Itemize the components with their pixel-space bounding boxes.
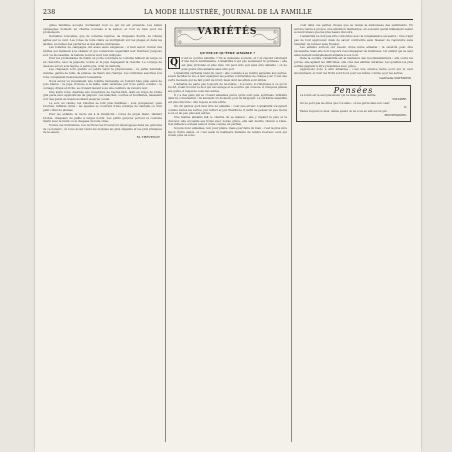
quote-text: La bonté est le seul placement qui ne fasse jamais faillite. [300,94,377,98]
paragraph: L'amabilité véritable vient du cœur ; elle consiste à se rendre agréable aux autres, à leur faciliter la vie, à leur épargner les petites contrariétés de chaque jour. C'est une vertu modeste qui ne fait point de bruit, mais dont les effets sont infinis. [168,70,287,82]
dropcap-letter: Q [168,57,180,69]
pensees-box [296,85,411,123]
quote-text: Faites toujours le bien, même quand on ne vous en sait aucun gré. [300,110,388,114]
section-banner-title: VARIÉTÉS [197,27,258,37]
quote-author: D. [404,105,407,109]
paragraph: u'est-ce qu'être aimable ? On le demande souvent, et l'on répond rarement d'une façon satisfaisante. L'amabilité n'est pas seulement la politesse ; elle est plus profonde et plus rare. On peut être poli sans être aimable ; on ne peut guère être aimable sans être poli. [181,55,287,71]
paragraph: Une femme aimable fait le charme de sa maison ; elle y répand la paix et la douceur, elle accueille ses hôtes avec bonne grâce, elle sait mettre chacun à l'aise. Son influence s'étend autour d'elle comme un parfum. [168,114,287,127]
paragraph: Les toilettes de campagne ont aussi leurs exigences ; il faut savoir choisir des étoffes qui résistent à la chaleur et qui conservent cependant leur fraîcheur jusqu'au soir. La mousseline, la batiste, le linon sont tout indiqués. [43,45,162,57]
paragraph: Apprenons donc à être aimables ; c'est une science facile pour qui le veut sincèrement, et dont les fruits sont doux pour soi-même comme pour les autres. [294,67,413,76]
paragraph: L'aimable ne parle pas toujours de lui-même ; il écoute, il s'intéresse à ce qu'on lui dit, il sait trouver le mot qui encourage et le sourire qui console. Il n'impose jamais ses goûts, il respecte ceux des autres. [168,81,287,94]
page-header [43,9,413,18]
paragraph: On dit parfois qu'il faut être né aimable ; c'est une erreur. L'amabilité s'acquiert comme toutes les vertus, par l'effort et par l'habitude. Il suffit de penser un peu moins à soi et un peu plus aux autres. [168,103,287,116]
author-signature: M. THÉVENOT [136,135,160,140]
column-1 [43,24,162,442]
newspaper-page [35,0,421,452]
article-subhead: QU'EST-CE QU'ÊTRE AIMABLE ? [200,51,255,55]
column-divider-2 [291,24,292,442]
paragraph: Le soir, au casino, les toilettes se font plus habillées : soie pompadour, gaze brochée, taffetas chiné ; les épaules se couvrent d'une écharpe de dentelle ou d'un petit collet de plumes. [43,100,162,113]
paragraph: Pour les enfants, la mode est à la simplicité ; robes de piqué blanc, tabliers brodés, chapeaux de paille à larges bords. Les petits garçons portent le costume marin avec le béret ou le chapeau de toile cirée. [43,111,162,124]
paragraph: grâce féminine accepte docilement tout ce qui lui est présenté. Les belles campagnes donnent un charme nouveau à la saison, et tout va bien pour les promeneurs. [43,24,162,35]
paragraph: Une autre robe, destinée aux réceptions de l'après-midi, était en crêpe de Chine gris perle avec applications de guipure ; les manches, courtes et bouffantes, laissaient voir des gants de Suède montant jusqu'au coude. [43,89,162,102]
paragraph: Toutes ces indications, nos lectrices les trouveront développées dans les gravures de ce numéro, où nous avons réuni les modèles les plus élégants et les plus pratiques de la saison. [43,122,162,135]
column-2 [168,24,287,442]
journal-title: LA MODE ILLUSTRÉE, JOURNAL DE LA FAMILLE [143,9,313,16]
paragraph: Dernières nouvelles, que de voilettes légères, de chapeaux fleuris, de rubans agités par le vent. Les robes de toile claire se multiplient sur les plages et dans les jardins, au milieu des parterres et des allées ombreuses. [43,34,162,46]
paragraph: Pour les promenades du matin on porte volontiers le costume tailleur en serge ou en cheviotte, avec la jaquette courte et la jupe dégageant la cheville. Le corsage de dessous est en soie légère, à petits plis, orné de dentelle. [43,56,162,68]
quote-author: VOLTAIRE. [392,97,407,101]
paragraph: Les enfants surtout ont besoin d'une mère aimable ; la sévérité peut être nécessaire, mais elle doit toujours s'accompagner de tendresse. Un enfant qui se sent aimé devient naturellement aimable à son tour. [294,45,413,57]
paragraph: Soyons donc aimables, non pour plaire, mais pour faire du bien ; c'est la plus sûre façon d'être aimés, et c'est aussi la meilleure manière de rendre heureux ceux qui vivent près de nous. [168,126,287,138]
quote [300,110,407,117]
paragraph: Les chapeaux sont grands ou petits selon la physionomie ; la paille naturelle domine, garnie de tulle, de plumes, de fleurs des champs. Les ombrelles assorties à la robe complètent heureusement l'ensemble. [43,67,162,79]
paragraph: Il y a des gens qui se croient aimables parce qu'ils sont gais, spirituels, brillants dans la conversation ; ils amusent un moment, puis ils fatiguent. La véritable amabilité est plus discrète ; elle repose et elle attire. [168,92,287,105]
quote-text: On ne perd pas les êtres que l'on aime ; on les garde dans son cœur. [300,102,391,106]
paragraph: Nous avons vu récemment une toilette ravissante en foulard bleu pâle semé de pois blancs ; la jupe, froncée à la taille, était terminée par trois petits volants ; le corsage, drapé en fichu, se croisait devant sous une ceinture de velours noir. [43,78,162,90]
pensees-title: Pensées [333,85,374,95]
quote [300,102,407,109]
paragraph: L'amabilité ne doit pas être confondue avec la complaisance excessive ; il ne s'agit pas de tout approuver, mais de savoir contredire sans blesser, de reprendre sans humilier, de refuser sans froisser. [294,34,413,46]
paragraph: Dans la société, l'amabilité est la meilleure des recommandations ; elle ouvre les portes, elle aplanit les difficultés, elle crée des amitiés durables. Les qualités les plus solides gagnent à être présentées avec grâce. [294,56,413,68]
quote [300,94,407,101]
paragraph: c'est dans ces petites choses que se révèle la délicatesse des sentiments. Un service rendu à propos, une attention inattendue, un souvenir gardé fidèlement valent souvent mieux que les plus beaux discours. [294,24,413,35]
column-divider-1 [165,24,166,442]
author-signature: Gabrielle DAYMONS [379,75,411,80]
quote-author: MONTESQUIEU. [384,113,407,117]
section-banner [174,26,281,48]
page-number: 238 [43,9,56,16]
column-3 [294,24,413,442]
header-rule [43,19,413,20]
